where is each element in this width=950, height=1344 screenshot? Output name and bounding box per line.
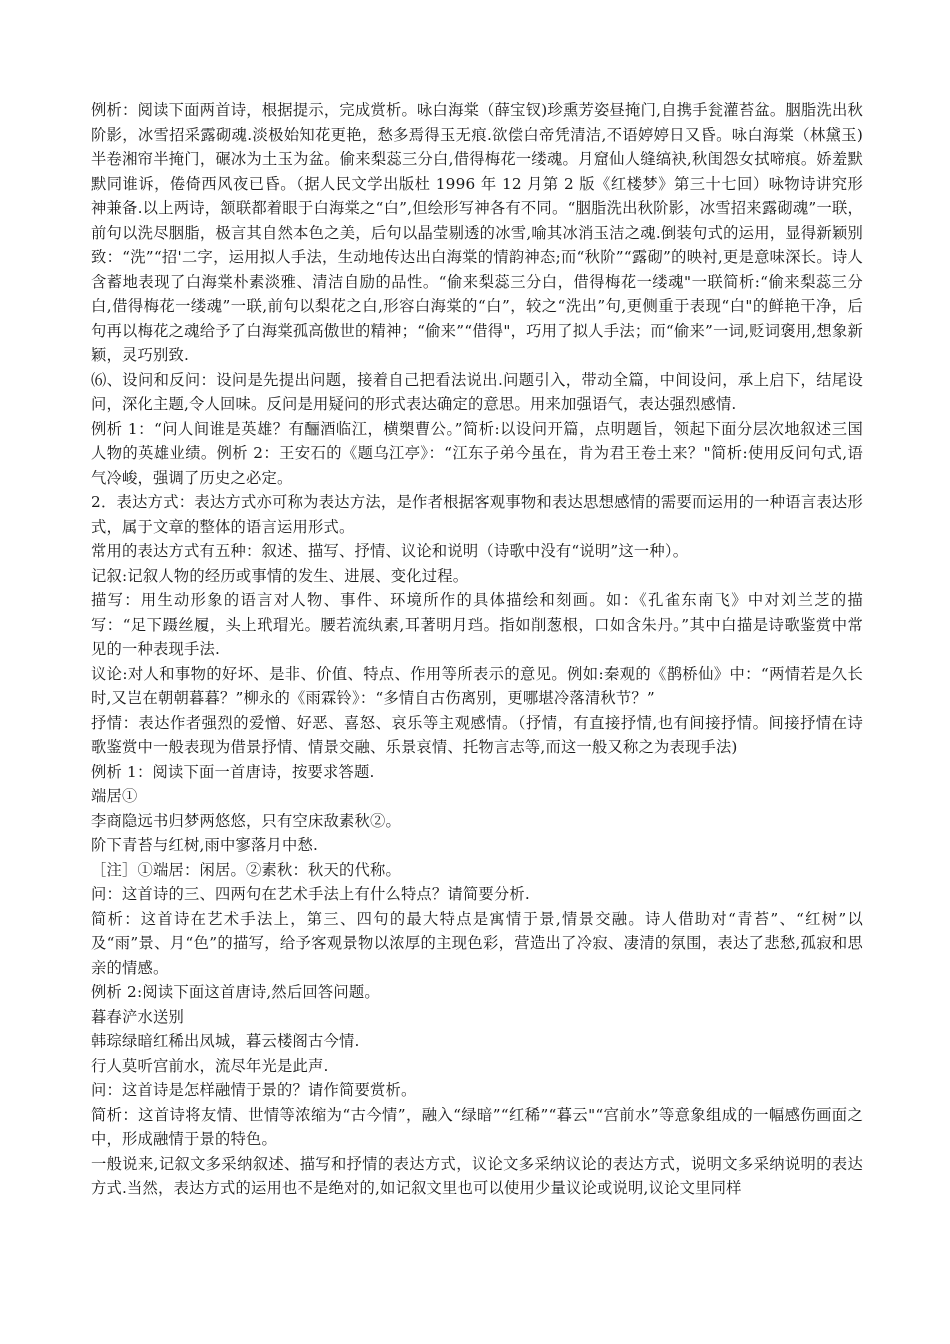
- paragraph-8: 议论:对人和事物的好坏、是非、价值、特点、作用等所表示的意见。例如:秦观的《鹊桥仙》中：“两情若是久长时,又岂在朝朝暮暮？”柳永的《雨霖铃》：“多情自古伤离别，更哪堪冷落清秋节？”: [91, 664, 863, 707]
- paragraph-final: 一般说来,记叙文多采纳叙述、描写和抒情的表达方式，议论文多采纳议论的表达方式，说明文多采纳说明的表达方式.当然，表达方式的运用也不是绝对的,如记叙文里也可以使用少量议论或说明,议论文里同样: [91, 1154, 863, 1197]
- paragraph-6: 记叙:记叙人物的经历或事情的发生、进展、变化过程。: [91, 566, 469, 585]
- annotation: ［注］①端居：闲居。②素秋：秋天的代称。: [91, 860, 401, 879]
- analysis-1: 简析：这首诗在艺术手法上，第三、四句的最大特点是寓情于景,情景交融。诗人借助对“青苔”、“红树”以及“雨”景、月“色”的描写，给予客观景物以浓厚的主现色彩，营造出了冷寂、凄清的氛围，表达了悲愁,孤寂和思亲的情感。: [91, 909, 863, 977]
- poem-line-2: 阶下青苔与红树,雨中寥落月中愁.: [91, 836, 319, 854]
- paragraph-1: 例析：阅读下面两首诗，根据提示，完成赏析。咏白海棠（薛宝钗)珍熏芳姿昼掩门,自携手瓮灌苔盆。胭脂洗出秋阶影，冰雪招采露砌魂.淡极始知花更艳，愁多焉得玉无痕.欲偿白帝凭清洁,不语婷婷日又昏。咏白海棠（林黛玉) 半卷湘帘半掩门，碾冰为土玉为盆。偷来梨蕊三分白,借得梅花一缕魂。月窟仙人缝缟袂,秋闺怨女拭啼痕。娇羞默默同谁诉，倦倚西风夜已昏。（据人民文学出版杜 1996 年 12 月第 2 版《红楼梦》第三十七回）咏物诗讲究形神兼备.以上两诗，颔联都着眼于白海棠之“白”,但绘形写神各有不同。“胭脂洗出秋阶影，冰雪招来露砌魂”一联，前句以洗尽胭脂，极言其自然本色之美，后句以晶莹剔透的冰雪,喻其冰消玉洁之魂.倒装句式的运用，显得新颖别致：“洗”“招'二字，运用拟人手法，生动地传达出白海棠的情韵神态;而“秋阶”“露砌”的映衬,更是意味深长。诗人含蓄地表现了白海棠朴素淡雅、清洁自励的品性。“偷来梨蕊三分白，借得梅花一缕魂"一联简析:“偷来梨蕊三分白,借得梅花一缕魂”一联,前句以梨花之白,形容白海棠的“白”，较之“洗出”句,更侧重于表现“白"的鲜艳干净，后句再以梅花之魂给予了白海棠孤高傲世的精神；“偷来”“借得"，巧用了拟人手法；而“偷来”一词,贬词褒用,想象新颖，灵巧别致.: [91, 101, 863, 364]
- paragraph-5: 常用的表达方式有五种：叙述、描写、抒情、议论和说明（诗歌中没有“说明”这一种）。: [91, 542, 689, 560]
- poem-title-2: 暮春浐水送别: [91, 1007, 184, 1026]
- paragraph-4: 2．表达方式：表达方式亦可称为表达方法，是作者根据客观事物和表达思想感情的需要而运用的一种语言表达形式，属于文章的整体的语言运用形式。: [91, 493, 863, 536]
- example-2-heading: 例析 2:阅读下面这首唐诗,然后回答问题。: [91, 983, 380, 1001]
- document-body: [91, 98, 863, 1201]
- poem-line-3: 韩琮绿暗红稀出凤城，暮云楼阁古今情.: [91, 1032, 360, 1050]
- paragraph-2: ⑹、设问和反问：设问是先提出问题，接着自己把看法说出.问题引入，带动全篇，中间设问，承上启下，结尾设问，深化主题,令人回味。反问是用疑问的形式表达确定的意思。用来加强语气，表达强烈感情.: [91, 370, 863, 413]
- question-2: 问：这首诗是怎样融情于景的？请作简要赏析。: [91, 1081, 417, 1099]
- analysis-2: 简析：这首诗将友情、世情等浓缩为“古今情”，融入“绿暗”“红稀”“暮云"“宫前水”等意象组成的一幅感伤画面之中，形成融情于景的特色。: [91, 1105, 863, 1148]
- question-1: 问：这首诗的三、四两句在艺术手法上有什么特点？请简要分析.: [91, 885, 530, 903]
- poem-title-1: 端居①: [91, 787, 138, 805]
- poem-line-4: 行人莫听宫前水，流尽年光是此声.: [91, 1056, 329, 1075]
- paragraph-9: 抒情：表达作者强烈的爱憎、好恶、喜怒、哀乐等主观感情。（抒情，有直接抒情,也有间接抒情。间接抒情在诗歌鉴赏中一般表现为借景抒情、情景交融、乐景哀情、托物言志等,而这一般又称之为表现手法): [91, 713, 863, 756]
- paragraph-7: 描写：用生动形象的语言对人物、事件、环境所作的具体描绘和刻画。如：《孔雀东南飞》中对刘兰芝的描写：“足下蹑丝履，头上玳瑁光。腰若流纨素,耳著明月珰。指如削葱根，口如含朱丹。”其中白描是诗歌鉴赏中常见的一种表现手法.: [91, 591, 863, 658]
- paragraph-3: 例析 1：“问人间谁是英雄？有酾酒临江，横槊曹公。”简析:以设问开篇，点明题旨，领起下面分层次地叙述三国人物的英雄业绩。例析 2：王安石的《题乌江亭》：“江东子弟今虽在，肯为君王卷土来？"简析:使用反问句式,语气冷峻，强调了历史之必定。: [91, 419, 863, 487]
- paragraph-10: 例析 1：阅读下面一首唐诗，按要求答题.: [91, 762, 375, 781]
- poem-line-1: 李商隐远书归梦两悠悠，只有空床敌素秋②。: [91, 811, 401, 830]
